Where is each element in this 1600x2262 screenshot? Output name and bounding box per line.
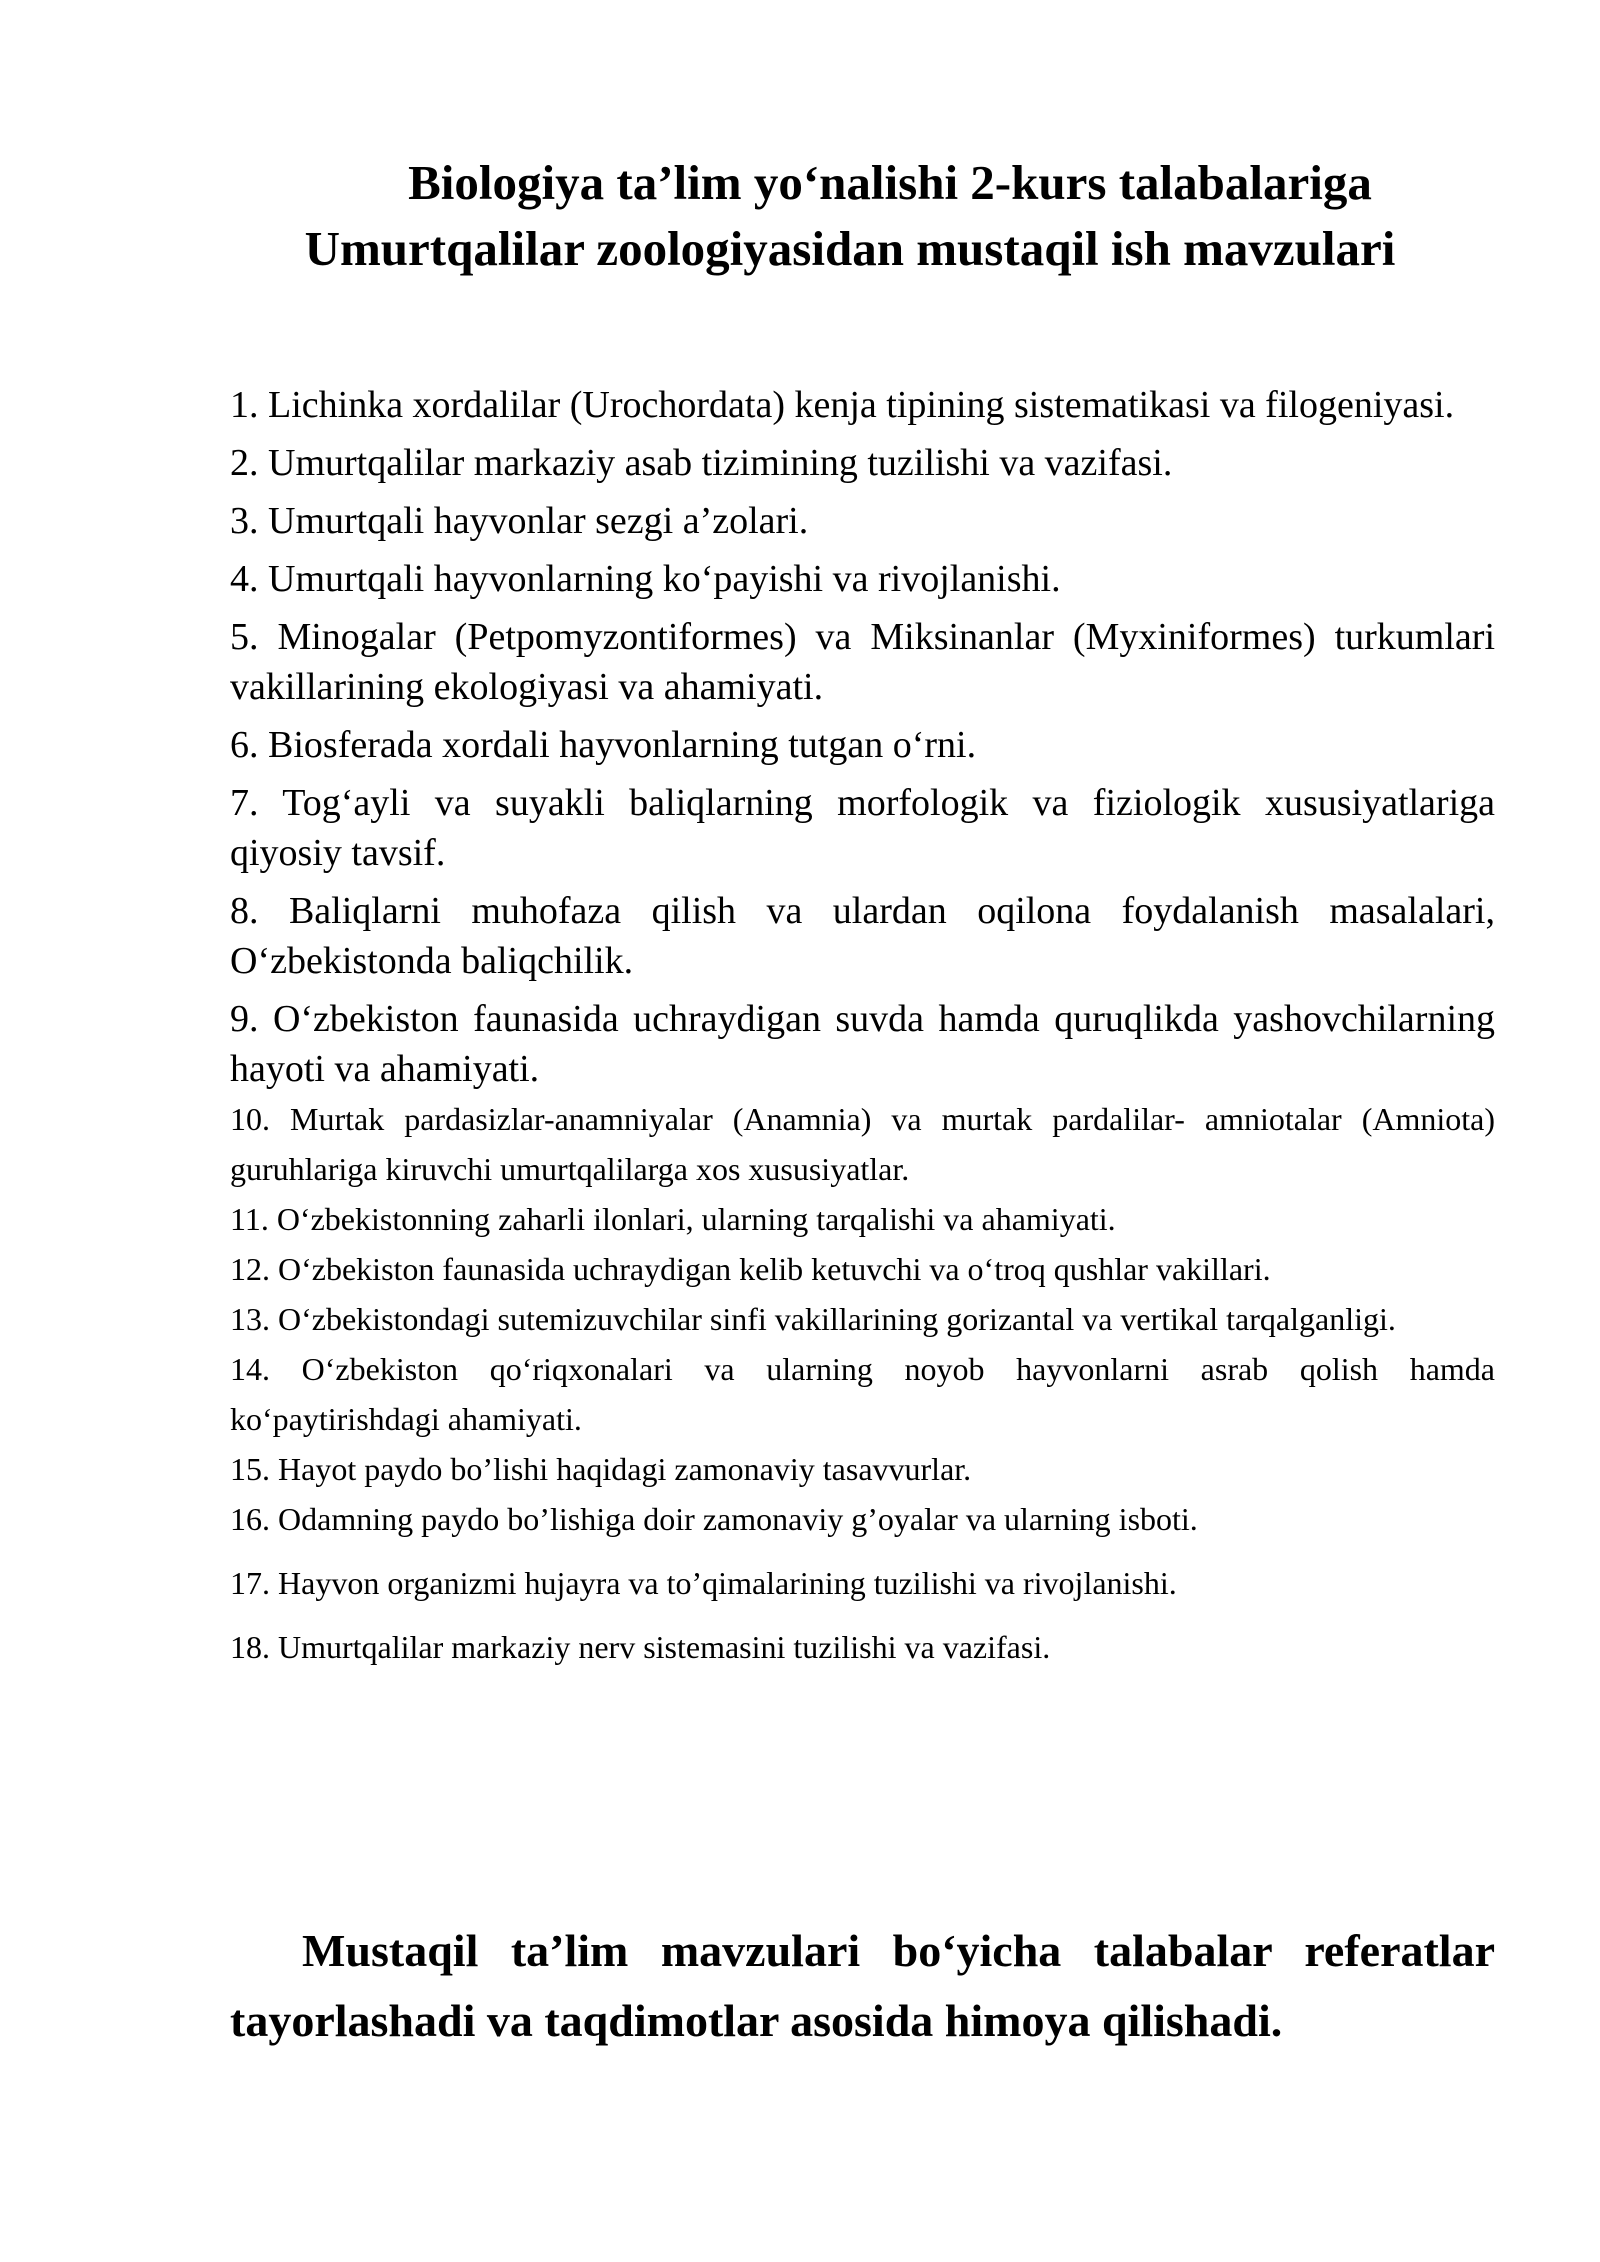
topics-list [230,380,1495,1672]
footer-note: Mustaqil ta’lim mavzulari bo‘yicha talabalar referatlar tayorlashadi va taqdimotlar asosida himoya qilishadi. [230,1925,1495,2046]
topic-item: 2. Umurtqalilar markaziy asab tizimining tuzilishi va vazifasi. [230,442,1173,484]
title-line-1: Biologiya ta’lim yo‘nalishi 2-kurs talabalariga [408,155,1372,210]
topic-item: 14. O‘zbekiston qo‘riqxonalari va ularning noyob hayvonlarni asrab qolish hamda ko‘paytirishdagi ahamiyati. [230,1351,1495,1437]
topic-item: 8. Baliqlarni muhofaza qilish va ulardan oqilona foydalanish masalalari, O‘zbekistonda baliqchilik. [230,890,1495,982]
topic-item: 12. O‘zbekiston faunasida uchraydigan kelib ketuvchi va o‘troq qushlar vakillari. [230,1251,1271,1287]
topic-item: 17. Hayvon organizmi hujayra va to’qimalarining tuzilishi va rivojlanishi. [230,1565,1177,1601]
topic-item: 4. Umurtqali hayvonlarning ko‘payishi va rivojlanishi. [230,558,1061,600]
topic-item: 11. O‘zbekistonning zaharli ilonlari, ularning tarqalishi va ahamiyati. [230,1201,1116,1237]
topic-item: 10. Murtak pardasizlar-anamniyalar (Anamnia) va murtak pardalilar- amniotalar (Amniota) guruhlariga kiruvchi umurtqalilarga xos xususiyatlar. [230,1101,1495,1187]
topic-item: 1. Lichinka xordalilar (Urochordata) kenja tipining sistematikasi va filogeniyasi. [230,384,1455,426]
topic-item: 16. Odamning paydo bo’lishiga doir zamonaviy g’oyalar va ularning isboti. [230,1501,1198,1537]
title-line-2: Umurtqalilar zoologiyasidan mustaqil ish mavzulari [304,221,1396,276]
page-title [200,150,1500,282]
topic-item: 13. O‘zbekistondagi sutemizuvchilar sinfi vakillarining gorizantal va vertikal tarqalganligi. [230,1301,1396,1337]
topic-item: 18. Umurtqalilar markaziy nerv sistemasini tuzilishi va vazifasi. [230,1629,1051,1665]
topic-item: 15. Hayot paydo bo’lishi haqidagi zamonaviy tasavvurlar. [230,1451,972,1487]
topic-item: 3. Umurtqali hayvonlar sezgi a’zolari. [230,500,809,542]
topic-item: 5. Minogalar (Petpomyzontiformes) va Miksinanlar (Myxiniformes) turkumlari vakillarining ekologiyasi va ahamiyati. [230,616,1495,708]
topic-item: 6. Biosferada xordali hayvonlarning tutgan o‘rni. [230,724,977,766]
topic-item: 9. O‘zbekiston faunasida uchraydigan suvda hamda quruqlikda yashovchilarning hayoti va ahamiyati. [230,998,1495,1090]
topic-item: 7. Tog‘ayli va suyakli baliqlarning morfologik va fiziologik xususiyatlariga qiyosiy tavsif. [230,782,1495,874]
